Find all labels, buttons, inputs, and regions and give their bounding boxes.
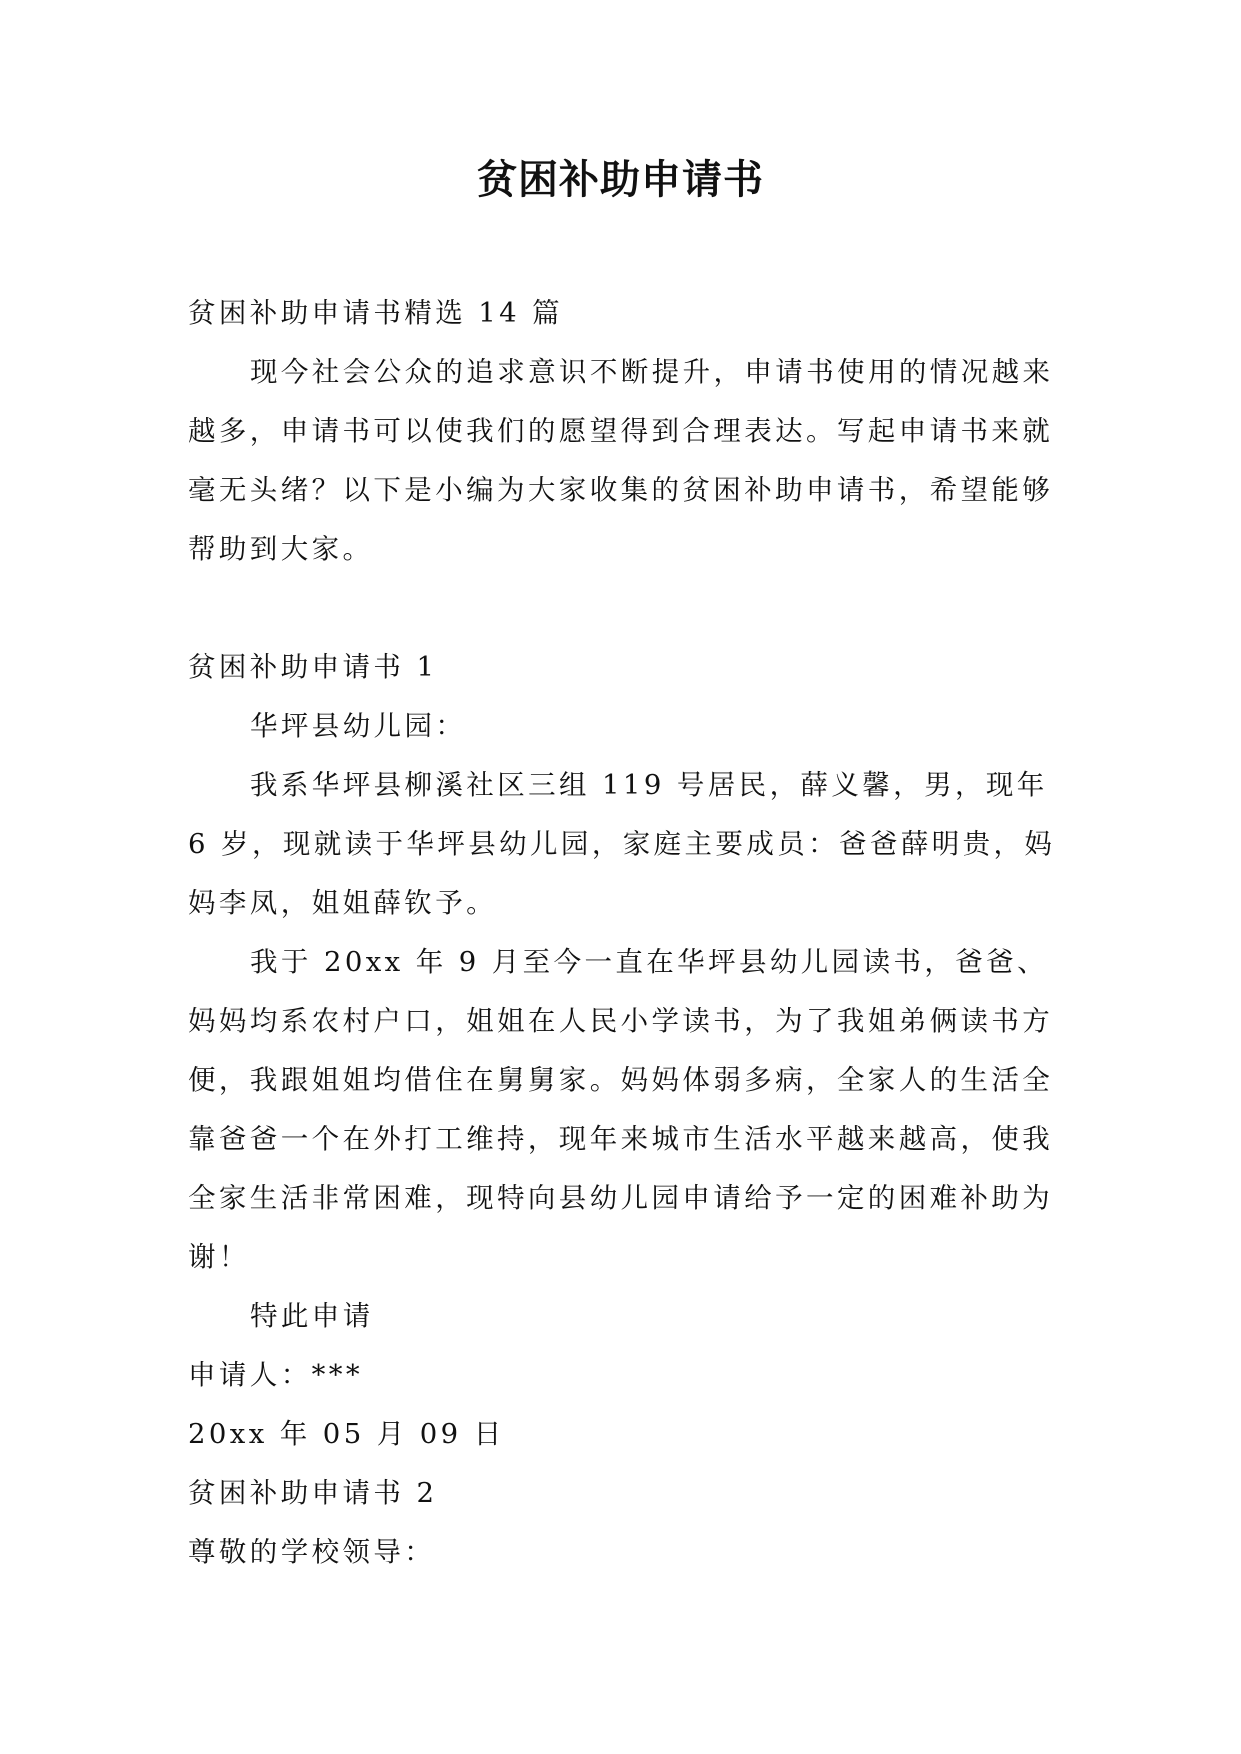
section-1-paragraph-2: 我于 20xx 年 9 月至今一直在华坪县幼儿园读书，爸爸、妈妈均系农村户口，姐姐在人民小学读书，为了我姐弟俩读书方便，我跟姐姐均借住在舅舅家。妈妈体弱多病，全家人的生活全靠爸爸一个在外打工维持，现年来城市生活水平越来越高，使我全家生活非常困难，现特向县幼儿园申请给予一定的困难补助为谢！ — [188, 946, 1054, 1273]
intro-paragraph: 现今社会公众的追求意识不断提升，申请书使用的情况越来越多，申请书可以使我们的愿望得到合理表达。写起申请书来就毫无头绪？以下是小编为大家收集的贫困补助申请书，希望能够帮助到大家。 — [188, 356, 1054, 565]
section-1-closing: 特此申请 — [250, 1300, 374, 1332]
document-body — [188, 284, 1058, 1582]
section-2-salutation: 尊敬的学校领导： — [188, 1536, 436, 1568]
section-1-heading: 贫困补助申请书 1 — [188, 651, 438, 683]
blank-line — [188, 579, 1058, 638]
document-subtitle: 贫困补助申请书精选 14 篇 — [188, 297, 564, 329]
section-1-date: 20xx 年 05 月 09 日 — [188, 1418, 505, 1450]
section-2-heading: 贫困补助申请书 2 — [188, 1477, 438, 1509]
section-1-paragraph-1: 我系华坪县柳溪社区三组 119 号居民，薛义馨，男，现年 6 岁，现就读于华坪县幼儿园，家庭主要成员：爸爸薛明贵，妈妈李凤，姐姐薛钦予。 — [188, 769, 1056, 919]
section-1-applicant: 申请人：*** — [188, 1359, 364, 1391]
section-1-salutation: 华坪县幼儿园： — [250, 710, 467, 742]
document-title: 贫困补助申请书 — [477, 157, 764, 203]
